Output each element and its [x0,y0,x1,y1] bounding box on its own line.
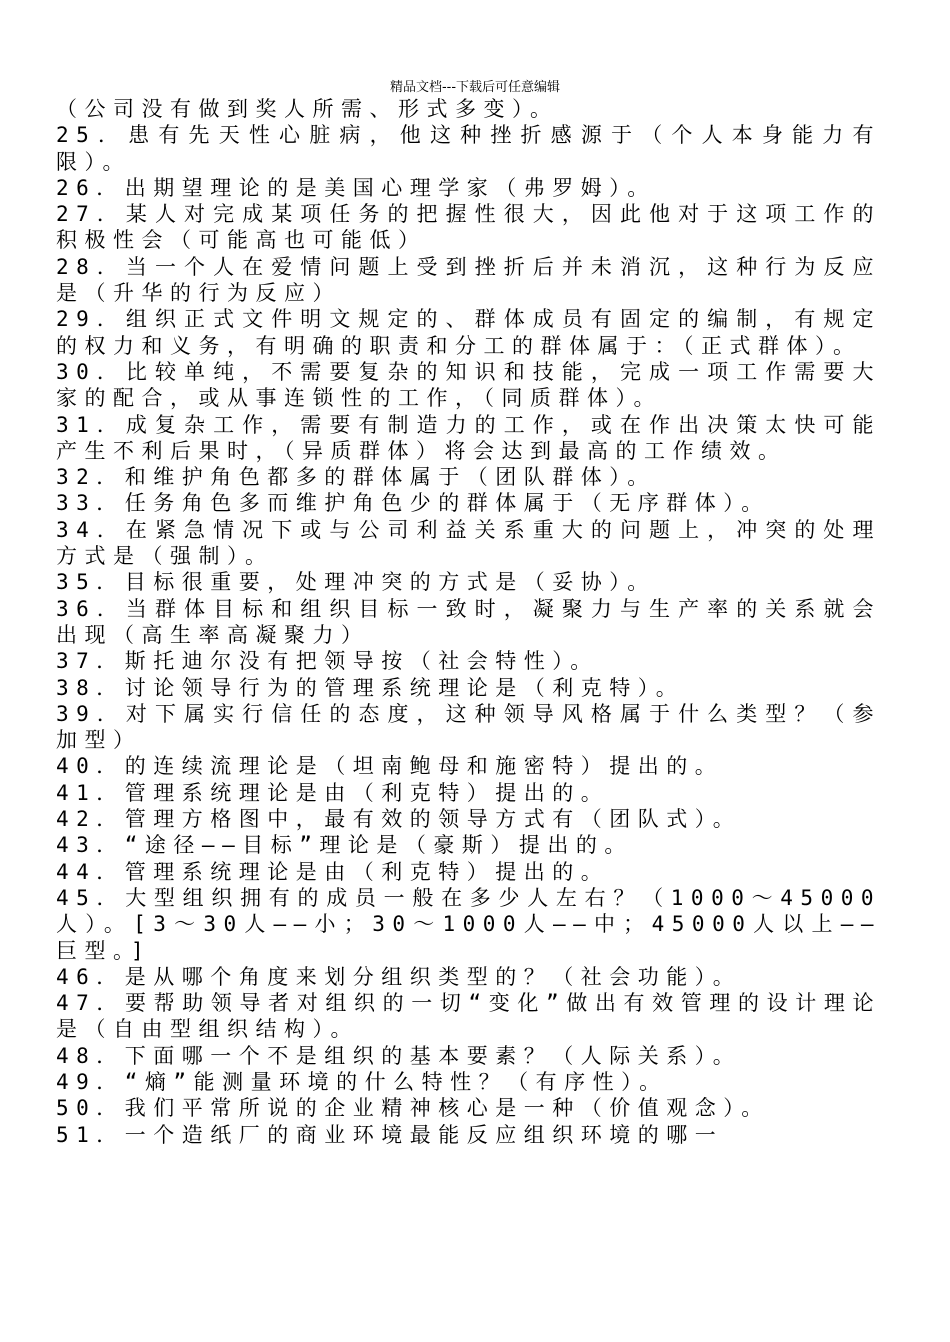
question-46: 46．是从哪个角度来划分组织类型的？（社会功能）。 [56,964,742,989]
question-49: 49．“熵”能测量环境的什么特性？（有序性）。 [56,1069,668,1094]
document-body [56,96,881,1148]
question-27: 27．某人对完成某项任务的把握性很大，因此他对于这项工作的积极性会（可能高也可能低） [56,202,881,253]
question-40: 40．的连续流理论是（坦南鲍母和施密特）提出的。 [56,754,724,779]
question-50: 50．我们平常所说的企业精神核心是一种（价值观念）。 [56,1096,770,1121]
question-32: 32．和维护角色都多的群体属于（团队群体）。 [56,465,656,490]
question-41: 41．管理系统理论是由（利克特）提出的。 [56,780,610,805]
question-42: 42．管理方格图中，最有效的领导方式有（团队式）。 [56,807,742,832]
page-header: 精品文档---下载后可任意编辑 [389,80,561,95]
question-34: 34．在紧急情况下或与公司利益关系重大的问题上，冲突的处理方式是（强制）。 [56,517,881,569]
text-line: （公司没有做到奖人所需、形式多变）。 [56,97,559,121]
question-47: 47．要帮助领导者对组织的一切“变化”做出有效管理的设计理论是（自由型组织结构）。 [56,991,881,1042]
question-45: 45．大型组织拥有的成员一般在多少人左右？（1000～45000人）。[3～30人——小；30～1000人——中；45000人以上——巨型。] [56,885,881,963]
question-35: 35．目标很重要，处理冲突的方式是（妥协）。 [56,570,656,595]
question-39: 39．对下属实行信任的态度，这种领导风格属于什么类型？（参加型） [56,701,881,753]
question-31: 31．成复杂工作，需要有制造力的工作，或在作出决策太快可能产生不利后果时，（异质群体）将会达到最高的工作绩效。 [56,412,881,463]
question-33: 33．任务角色多而维护角色少的群体属于（无序群体）。 [56,491,770,516]
question-36: 36．当群体目标和组织目标一致时，凝聚力与生产率的关系就会出现（高生率高凝聚力） [56,596,881,647]
question-26: 26．出期望理论的是美国心理学家（弗罗姆）。 [56,175,656,200]
question-29: 29．组织正式文件明文规定的、群体成员有固定的编制，有规定的权力和义务，有明确的职责和分工的群体属于：（正式群体）。 [56,307,881,358]
question-38: 38．讨论领导行为的管理系统理论是（利克特）。 [56,675,685,700]
question-48: 48．下面哪一个不是组织的基本要素？（人际关系）。 [56,1043,742,1068]
question-25: 25．患有先天性心脏病，他这种挫折感源于（个人本身能力有限）。 [56,123,881,174]
question-51: 51．一个造纸厂的商业环境最能反应组织环境的哪一 [56,1122,724,1147]
question-28: 28．当一个人在爱情问题上受到挫折后并未消沉，这种行为反应是（升华的行为反应） [56,254,881,306]
question-44: 44．管理系统理论是由（利克特）提出的。 [56,859,610,884]
question-37: 37．斯托迪尔没有把领导按（社会特性）。 [56,649,599,674]
question-30: 30．比较单纯，不需要复杂的知识和技能，完成一项工作需要大家的配合，或从事连锁性的工作，（同质群体）。 [56,359,881,411]
question-43: 43．“途径——目标”理论是（豪斯）提出的。 [56,833,633,858]
